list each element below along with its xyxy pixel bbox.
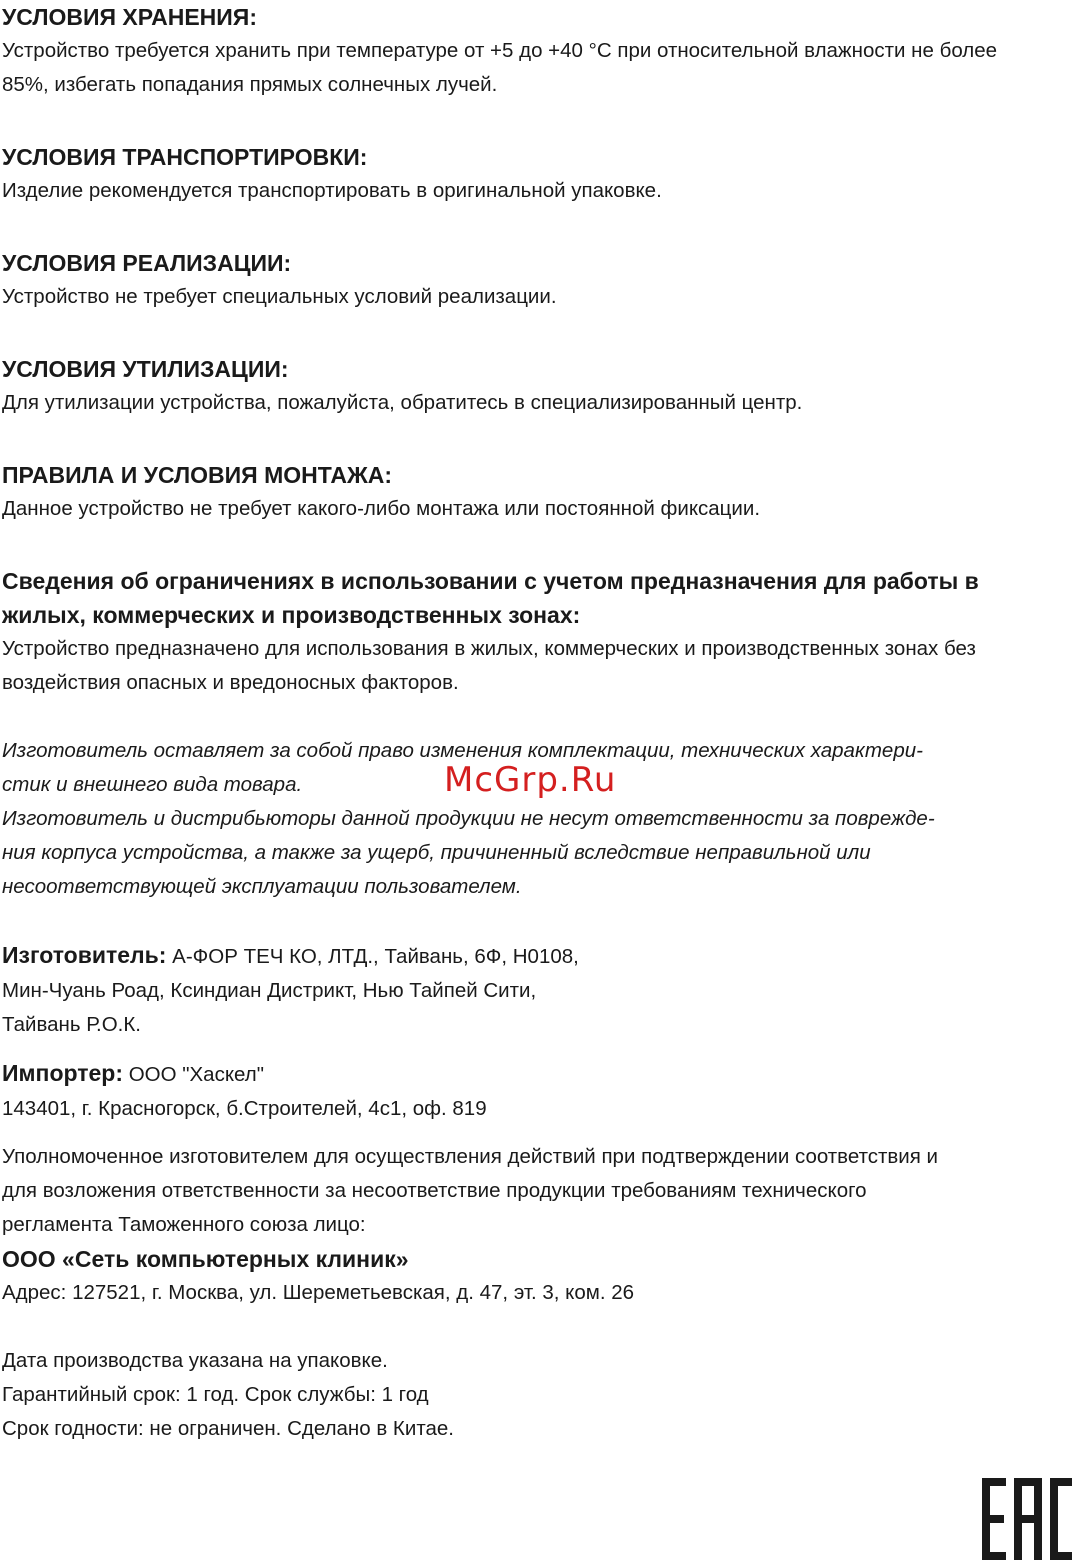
spacer	[2, 700, 1064, 734]
disposal-title: УСЛОВИЯ УТИЛИЗАЦИИ:	[2, 356, 289, 382]
spacer	[2, 420, 1064, 458]
spacer	[2, 1042, 1064, 1056]
mounting-title: ПРАВИЛА И УСЛОВИЯ МОНТАЖА:	[2, 462, 393, 488]
disposal-text: Для утилизации устройства, пожалуйста, обратитесь в специализированный центр.	[2, 391, 803, 414]
storage-text-line-2: 85%, избегать попадания прямых солнечных лучей.	[2, 73, 498, 96]
manufacturer-line-2: Мин-Чуань Роад, Ксиндиан Дистрикт, Нью Тайпей Сити,	[2, 979, 537, 1002]
restrictions-title-line-2: жилых, коммерческих и производственных зонах:	[2, 602, 581, 628]
importer-value: ООО "Хаскел"	[123, 1063, 264, 1086]
manufacturer-label: Изготовитель:	[2, 942, 167, 968]
restrictions-text-line-1: Устройство предназначено для использования в жилых, коммерческих и производственных зонах без	[2, 637, 976, 660]
manufacturer-line-1	[2, 938, 1064, 974]
importer-line-1	[2, 1056, 1064, 1092]
sale-title: УСЛОВИЯ РЕАЛИЗАЦИИ:	[2, 250, 292, 276]
restrictions-title-line-1: Сведения об ограничениях в использовании с учетом предназначения для работы в	[2, 568, 979, 594]
importer-line-2: 143401, г. Красногорск, б.Строителей, 4с1, оф. 819	[2, 1097, 487, 1120]
storage-title: УСЛОВИЯ ХРАНЕНИЯ:	[2, 4, 257, 30]
storage-text-line-1: Устройство требуется хранить при температуре от +5 до +40 °С при относительной влажности не более	[2, 39, 998, 62]
authorized-line-3: регламента Таможенного союза лицо:	[2, 1213, 366, 1236]
manufacturer-line-3: Тайвань Р.О.К.	[2, 1013, 141, 1036]
watermark-text: McGrp.Ru	[444, 760, 617, 800]
importer-label: Импортер:	[2, 1060, 123, 1086]
spacer	[2, 526, 1064, 564]
manufacturer-value: А-ФОР ТЕЧ КО, ЛТД., Тайвань, 6Ф, Н0108,	[166, 945, 579, 968]
mounting-text: Данное устройство не требует какого-либо монтажа или постоянной фиксации.	[2, 497, 761, 520]
footer-line-2: Гарантийный срок: 1 год. Срок службы: 1 год	[2, 1383, 429, 1406]
disclaimer-line-1: Изготовитель оставляет за собой право изменения комплектации, технических характери-	[2, 739, 923, 762]
transport-title: УСЛОВИЯ ТРАНСПОРТИРОВКИ:	[2, 144, 368, 170]
spacer	[2, 1310, 1064, 1344]
transport-text: Изделие рекомендуется транспортировать в оригинальной упаковке.	[2, 179, 662, 202]
disclaimer-line-3: Изготовитель и дистрибьюторы данной продукции не несут ответственности за поврежде-	[2, 807, 935, 830]
eac-logo-icon	[982, 1478, 1072, 1560]
spacer	[2, 314, 1064, 352]
spacer	[2, 208, 1064, 246]
disclaimer-line-5: несоответствующей эксплуатации пользователем.	[2, 875, 522, 898]
restrictions-text-line-2: воздействия опасных и вредоносных факторов.	[2, 671, 459, 694]
document-page	[2, 0, 1064, 1446]
footer-line-3: Срок годности: не ограничен. Сделано в Китае.	[2, 1417, 454, 1440]
disclaimer-line-2: стик и внешнего вида товара.	[2, 773, 303, 796]
authorized-line-1: Уполномоченное изготовителем для осуществления действий при подтверждении соответствия и	[2, 1145, 938, 1168]
footer-line-1: Дата производства указана на упаковке.	[2, 1349, 388, 1372]
disclaimer-line-4: ния корпуса устройства, а также за ущерб, причиненный вследствие неправильной или	[2, 841, 871, 864]
spacer	[2, 102, 1064, 140]
sale-text: Устройство не требует специальных условий реализации.	[2, 285, 557, 308]
spacer	[2, 1126, 1064, 1140]
authorized-company: ООО «Сеть компьютерных клиник»	[2, 1246, 409, 1272]
authorized-line-2: для возложения ответственности за несоответствие продукции требованиям технического	[2, 1179, 867, 1202]
authorized-address: Адрес: 127521, г. Москва, ул. Шереметьевская, д. 47, эт. 3, ком. 26	[2, 1281, 635, 1304]
spacer	[2, 904, 1064, 938]
